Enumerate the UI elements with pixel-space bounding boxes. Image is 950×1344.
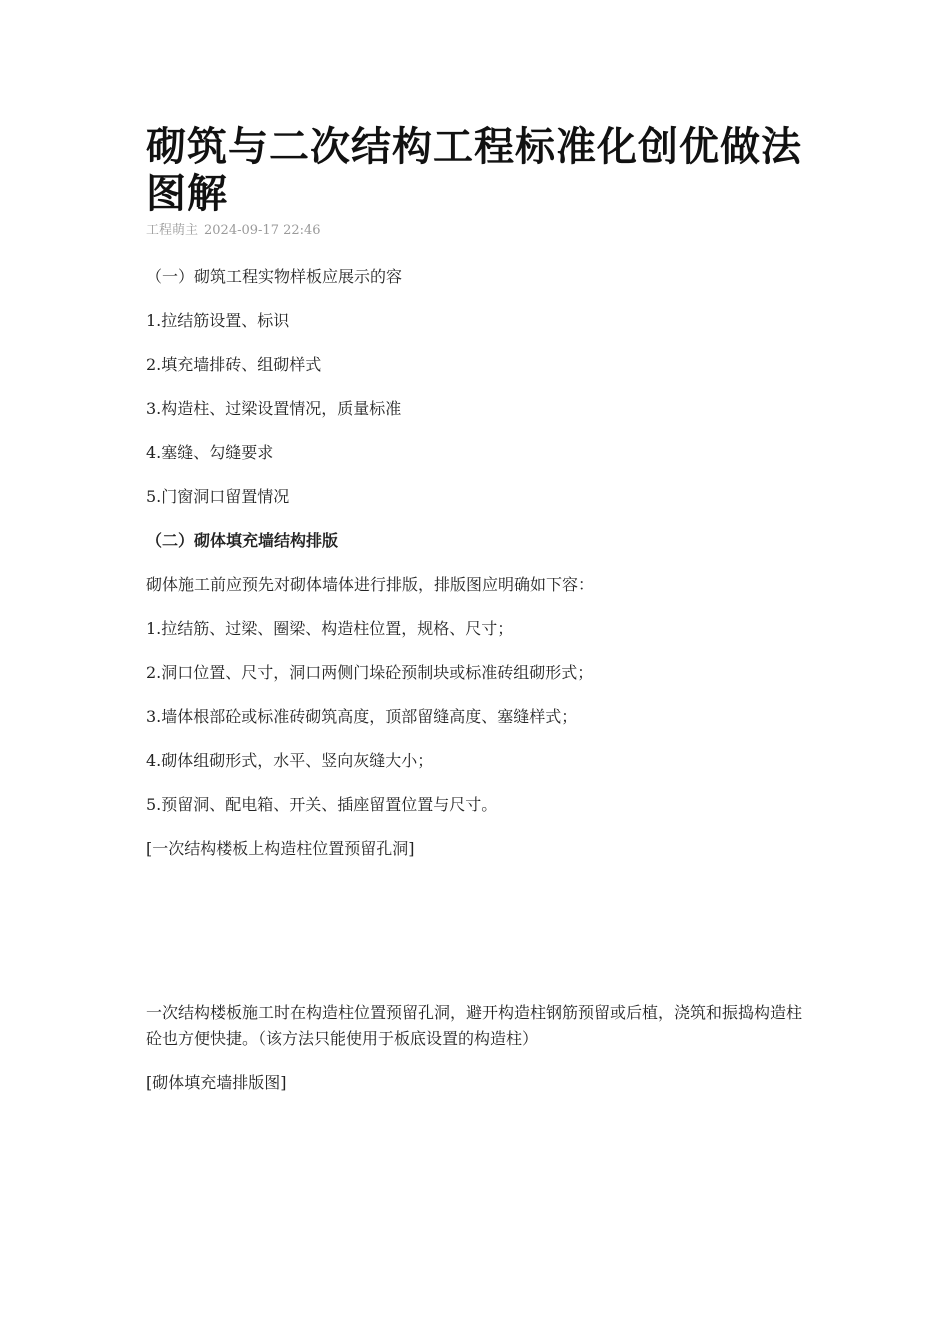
section2-intro: 砌体施工前应预先对砌体墙体进行排版，排版图应明确如下容： bbox=[146, 575, 595, 594]
section1-item-3: 3.构造柱、过梁设置情况，质量标准 bbox=[146, 399, 402, 418]
article-meta bbox=[146, 222, 806, 240]
section2-item-3: 3.墙体根部砼或标准砖砌筑高度，顶部留缝高度、塞缝样式； bbox=[146, 707, 578, 726]
section2-item-4: 4.砌体组砌形式，水平、竖向灰缝大小； bbox=[146, 751, 434, 770]
article bbox=[146, 124, 806, 1256]
section1-item-2: 2.填充墙排砖、组砌样式 bbox=[146, 355, 322, 374]
section1-item-4: 4.塞缝、勾缝要求 bbox=[146, 443, 274, 462]
section2-item-1: 1.拉结筋、过梁、圈梁、构造柱位置，规格、尺寸； bbox=[146, 619, 514, 638]
section2-heading: （二）砌体填充墙结构排版 bbox=[146, 531, 339, 550]
section2-item-5: 5.预留洞、配电箱、开关、插座留置位置与尺寸。 bbox=[146, 795, 498, 814]
figure1-caption: [一次结构楼板上构造柱位置预留孔洞] bbox=[146, 839, 415, 858]
author-name[interactable]: 工程萌主 bbox=[146, 223, 199, 238]
article-title: 砌筑与二次结构工程标准化创优做法图解 bbox=[146, 124, 802, 217]
section1-heading: （一）砌筑工程实物样板应展示的容 bbox=[146, 267, 403, 286]
figure1-image-placeholder bbox=[146, 862, 806, 1000]
section2-item-2: 2.洞口位置、尺寸，洞口两侧门垛砼预制块或标准砖组砌形式； bbox=[146, 663, 594, 682]
publish-date: 2024-09-17 22:46 bbox=[204, 223, 321, 238]
section1-item-1: 1.拉结筋设置、标识 bbox=[146, 311, 290, 330]
figure2-caption: [砌体填充墙排版图] bbox=[146, 1073, 287, 1092]
figure2-image-placeholder bbox=[146, 1096, 806, 1256]
figure1-description: 一次结构楼板施工时在构造柱位置预留孔洞，避开构造柱钢筋预留或后植，浇筑和振捣构造柱砼也方便快捷。（该方法只能使用于板底设置的构造柱） bbox=[146, 1003, 803, 1048]
section1-item-5: 5.门窗洞口留置情况 bbox=[146, 487, 290, 506]
